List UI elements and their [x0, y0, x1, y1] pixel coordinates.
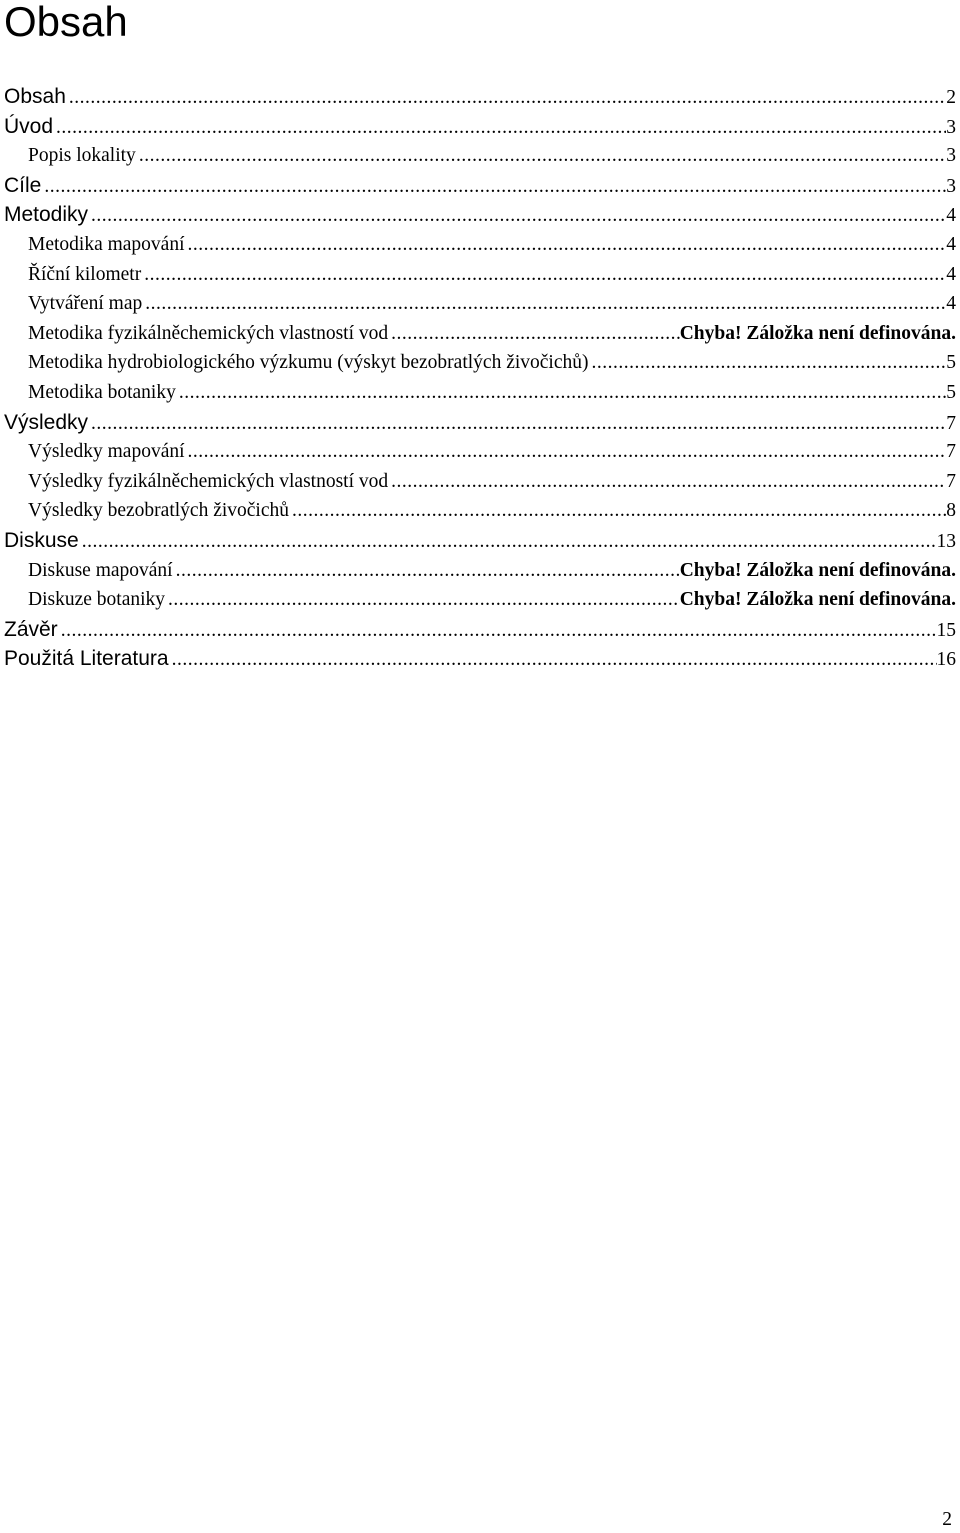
toc-entry-title: Použitá Literatura: [4, 647, 169, 671]
toc-entry-title: Vytváření map: [28, 293, 143, 315]
toc-entry-page: 3: [946, 175, 956, 197]
toc-dot-leader: [173, 556, 680, 586]
toc-dot-leader: [41, 172, 946, 202]
toc-entry-title: Závěr: [4, 617, 58, 641]
toc-entry-page: 7: [946, 412, 956, 434]
toc-entry-error-text: Chyba! Záložka není definována.: [679, 559, 956, 581]
toc-entry-cile[interactable]: [0, 171, 956, 201]
toc-dot-leader: [142, 289, 946, 319]
toc-entry-metodika-mapovani[interactable]: [0, 230, 956, 260]
toc-entry-page: 4: [946, 263, 956, 285]
toc-entry-page: 3: [946, 145, 956, 167]
toc-entry-title: Metodika hydrobiologického výzkumu (výskyt bezobratlých živočichů): [28, 352, 589, 374]
toc-dot-leader: [388, 319, 680, 349]
toc-entry-title: Metodiky: [4, 203, 89, 227]
toc-entry-title: Výsledky bezobratlých živočichů: [28, 500, 289, 522]
table-of-contents: [0, 82, 956, 674]
toc-entry-vytvareni-map[interactable]: [0, 289, 956, 319]
toc-dot-leader: [185, 230, 947, 260]
toc-entry-title: Diskuze botaniky: [28, 589, 166, 611]
toc-entry-page: 15: [936, 619, 956, 641]
toc-dot-leader: [289, 496, 946, 526]
toc-entry-ricni-kilometr[interactable]: [0, 260, 956, 290]
toc-entry-page: 4: [946, 293, 956, 315]
toc-entry-page: 2: [946, 87, 956, 108]
toc-dot-leader: [165, 585, 680, 615]
toc-entry-title: Diskuse mapování: [28, 559, 173, 581]
toc-entry-page: 5: [946, 381, 956, 403]
toc-entry-title: Diskuse: [4, 528, 79, 552]
toc-entry-vysledky[interactable]: [0, 408, 956, 438]
toc-entry-obsah[interactable]: [0, 82, 956, 112]
toc-dot-leader: [66, 83, 946, 113]
toc-entry-metodika-hydrobiologickeho[interactable]: [0, 348, 956, 378]
toc-dot-leader: [88, 409, 946, 439]
page-number: 2: [942, 1509, 952, 1530]
toc-dot-leader: [136, 141, 946, 171]
toc-entry-diskuse-mapovani[interactable]: [0, 556, 956, 586]
toc-entry-page: 7: [946, 441, 956, 463]
toc-entry-page: 4: [946, 233, 956, 255]
toc-dot-leader: [141, 260, 946, 290]
toc-dot-leader: [169, 645, 937, 675]
toc-entry-vysledky-mapovani[interactable]: [0, 437, 956, 467]
toc-entry-error-text: Chyba! Záložka není definována.: [679, 322, 956, 344]
toc-dot-leader: [388, 467, 946, 497]
toc-entry-title: Cíle: [4, 173, 42, 197]
toc-entry-metodiky[interactable]: [0, 200, 956, 230]
toc-entry-title: Obsah: [4, 85, 66, 108]
page-title: Obsah: [4, 0, 128, 45]
toc-entry-zaver[interactable]: [0, 615, 956, 645]
toc-entry-title: Výsledky: [4, 410, 89, 434]
toc-entry-popis-lokality[interactable]: [0, 141, 956, 171]
toc-entry-title: Úvod: [4, 114, 54, 138]
toc-entry-vysledky-fyzikalnechemickych[interactable]: [0, 467, 956, 497]
toc-entry-page: 4: [946, 205, 956, 227]
toc-entry-metodika-fyzikalnechemickych[interactable]: [0, 319, 956, 349]
toc-entry-title: Říční kilometr: [28, 263, 142, 285]
toc-entry-title: Metodika botaniky: [28, 381, 176, 403]
toc-entry-page: 8: [946, 500, 956, 522]
toc-entry-title: Metodika mapování: [28, 233, 185, 255]
toc-entry-title: Metodika fyzikálněchemických vlastností vod: [28, 322, 389, 344]
toc-entry-title: Výsledky fyzikálněchemických vlastností vod: [28, 470, 389, 492]
toc-dot-leader: [88, 201, 946, 231]
toc-entry-diskuse[interactable]: [0, 526, 956, 556]
toc-dot-leader: [79, 527, 937, 557]
toc-entry-vysledky-bezobratlych[interactable]: [0, 496, 956, 526]
toc-entry-page: 13: [936, 530, 956, 552]
toc-entry-page: 3: [946, 116, 956, 138]
toc-entry-page: 16: [936, 649, 956, 671]
toc-dot-leader: [185, 437, 947, 467]
toc-entry-uvod[interactable]: [0, 112, 956, 142]
toc-entry-title: Popis lokality: [28, 145, 136, 167]
toc-entry-pouzita-literatura[interactable]: [0, 644, 956, 674]
toc-entry-title: Výsledky mapování: [28, 441, 185, 463]
toc-dot-leader: [53, 113, 946, 143]
toc-entry-page: 7: [946, 470, 956, 492]
toc-entry-error-text: Chyba! Záložka není definována.: [679, 589, 956, 611]
toc-entry-page: 5: [946, 352, 956, 374]
toc-entry-metodika-botaniky[interactable]: [0, 378, 956, 408]
toc-dot-leader: [588, 348, 946, 378]
toc-dot-leader: [176, 378, 946, 408]
toc-dot-leader: [58, 616, 937, 646]
toc-entry-diskuze-botaniky[interactable]: [0, 585, 956, 615]
